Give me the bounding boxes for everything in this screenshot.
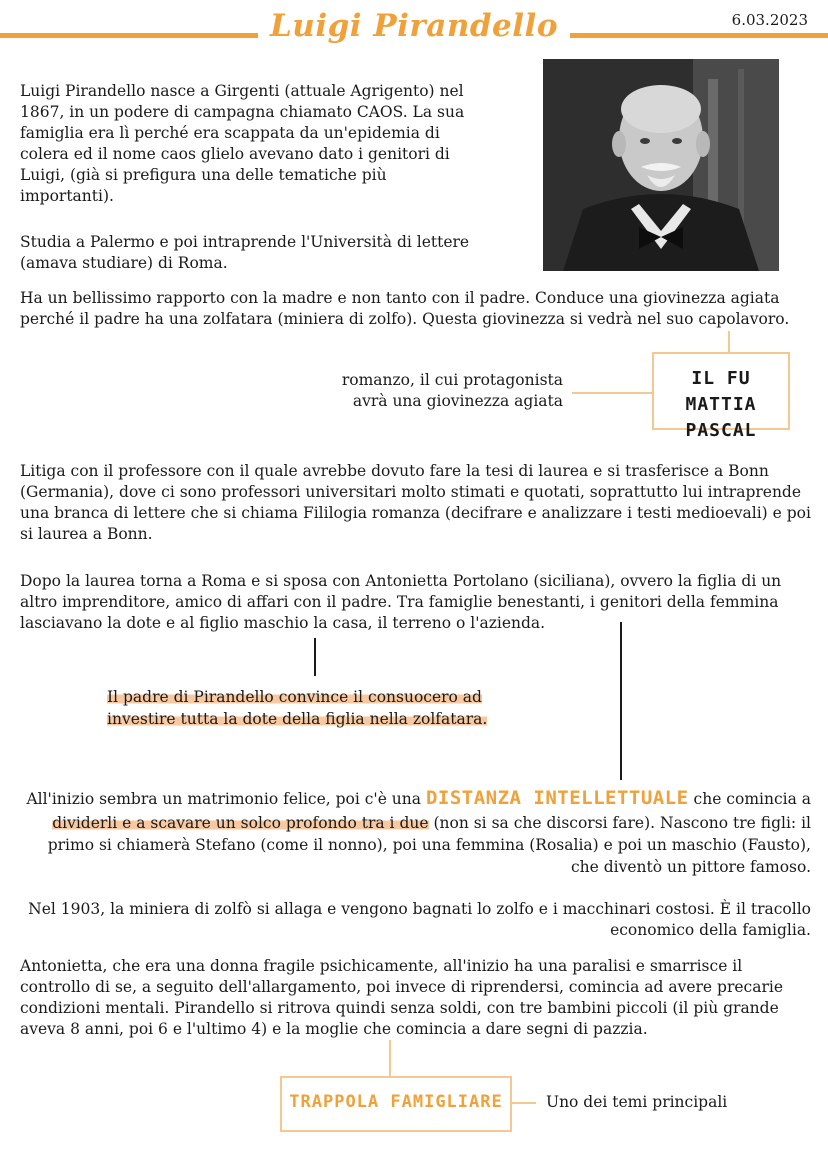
intro-paragraph-1: Luigi Pirandello nasce a Girgenti (attuale Agrigento) nel 1867, in un podere di campagna chiamato CAOS. La sua famiglia era lì perché era scappata da un'epidemia di colera ed il nome caos glielo avevano dato i genitori di Luigi, (già si prefigura una delle tematiche più importanti). <box>20 82 465 205</box>
trap-connector-horizontal <box>510 1102 536 1104</box>
distance-text-rest: (non si sa che discorsi fare). Nascono tre figli: il primo si chiamerà Stefano (come il nonno), poi una femmina (Rosalia) e poi un maschio (Fausto), che diventò un pittore famoso. <box>47 813 811 876</box>
novel-note: romanzo, il cui protagonista avrà una giovinezza agiata <box>341 371 563 410</box>
bonn-paragraph: Litiga con il professore con il quale avrebbe dovuto fare la tesi di laurea e si trasferisce a Bonn (Germania), dove ci sono professori universitari molto stimati e quotati, soprattutto lui intraprende una branca di lettere che si chiama Fililogia romanza (decifrare e analizzare i testi medioevali) e poi si laurea a Bonn. <box>20 462 811 543</box>
distance-highlight: dividerli e a scavare un solco profondo tra i due <box>52 813 429 832</box>
intro-paragraph-2: Studia a Palermo e poi intraprende l'Università di lettere (amava studiare) di Roma. <box>20 233 470 272</box>
connector-line-distance <box>620 622 622 780</box>
portrait-illustration <box>543 59 779 271</box>
youth-paragraph: Ha un bellissimo rapporto con la madre e non tanto con il padre. Conduce una giovinezza agiata perché il padre ha una zolfatara (miniera di zolfo). Questa giovinezza si vedrà nel suo capolavoro. <box>20 289 790 328</box>
dowry-note <box>107 686 492 730</box>
trap-note: Uno dei temi principali <box>546 1093 728 1111</box>
connector-line-vertical <box>728 331 730 353</box>
distance-paragraph <box>20 785 811 878</box>
antonietta-paragraph: Antonietta, che era una donna fragile psichicamente, all'inizio ha una paralisi e smarrisce il controllo di se, a seguito dell'allargamento, poi invece di riprendersi, comincia ad avere precarie condizioni mentali. Pirandello si ritrova quindi senza soldi, con tre bambini piccoli (il più grande aveva 8 anni, poi 6 e l'ultimo 4) e la moglie che comincia a dare segni di pazzia. <box>20 957 783 1038</box>
distance-text-after: che comincia a <box>688 790 811 808</box>
date-label: 6.03.2023 <box>731 11 808 29</box>
trap-box: TRAPPOLA FAMIGLIARE <box>280 1076 512 1132</box>
flood-paragraph: Nel 1903, la miniera di zolfò si allaga e vengono bagnati lo zolfo e i macchinari costosi. È il tracollo economico della famiglia. <box>28 900 811 939</box>
marriage-paragraph: Dopo la laurea torna a Roma e si sposa con Antonietta Portolano (siciliana), ovvero la figlia di un altro imprenditore, amico di affari con il padre. Tra famiglie benestanti, i genitori della femmina lasciavano la dote e al figlio maschio la casa, il terreno o l'azienda. <box>20 572 782 632</box>
page-title: Luigi Pirandello <box>0 6 828 48</box>
connector-line-marriage <box>314 638 316 676</box>
dowry-note-highlight: Il padre di Pirandello convince il consuocero ad investire tutta la dote della figlia nella zolfatara. <box>107 688 488 728</box>
distance-text-before: All'inizio sembra un matrimonio felice, poi c'è una <box>26 790 426 808</box>
portrait-photo <box>543 59 779 271</box>
distance-keyword: DISTANZA INTELLETTUALE <box>425 787 689 809</box>
connector-line-horizontal <box>572 392 652 394</box>
novel-title-box: IL FU MATTIA PASCAL <box>652 352 790 430</box>
connector-line-trap <box>389 1040 391 1076</box>
